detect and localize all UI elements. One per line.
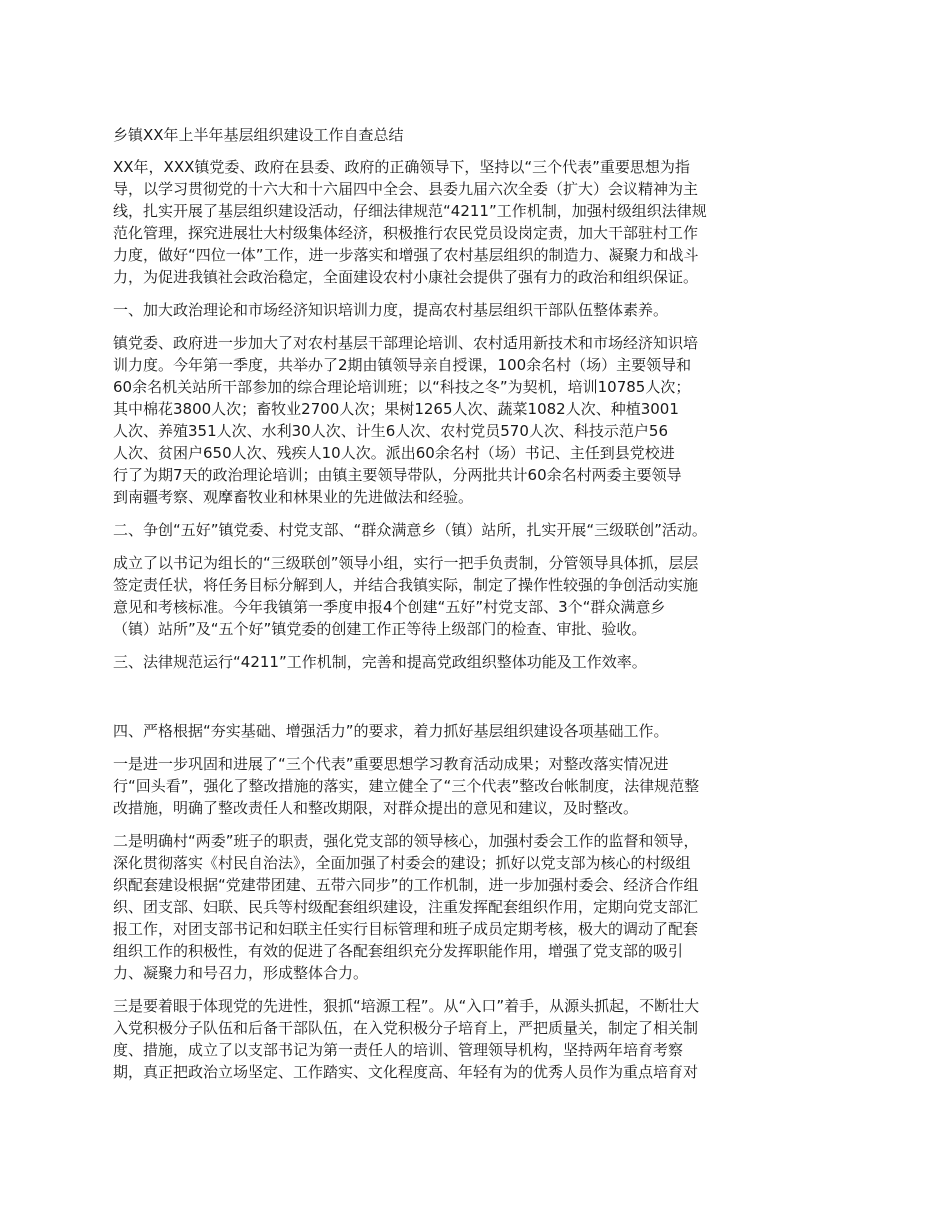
- text-line: 度、措施，成立了以支部书记为第一责任人的培训、管理领导机构，坚持两年培育考察: [113, 1041, 684, 1059]
- text-line: 入党积极分子队伍和后备干部队伍，在入党积极分子培育上，严把质量关，制定了相关制: [113, 1019, 699, 1037]
- section-4-item-3: [113, 995, 839, 1083]
- text-line: 行“回头看”，强化了整改措施的落实，建立健全了“三个代表”整改台帐制度，法律规范整: [113, 777, 700, 795]
- section-4-item-2: [113, 830, 839, 984]
- blank-space: [113, 684, 839, 720]
- text-line: 组织工作的积极性，有效的促进了各配套组织充分发挥职能作用，增强了党支部的吸引: [113, 942, 684, 960]
- text-line: 力、凝聚力和号召力，形成整体合力。: [113, 964, 369, 982]
- section-2-paragraph: [113, 552, 839, 640]
- section-4-heading: 四、严格根据“夯实基础、增强活力”的要求，着力抓好基层组织建设各项基础工作。: [113, 722, 669, 740]
- intro-paragraph: [113, 156, 839, 288]
- text-line: 改措施，明确了整改责任人和整改期限，对群众提出的意见和建议，及时整改。: [113, 799, 639, 817]
- text-line: 深化贯彻落实《村民自治法》，全面加强了村委会的建设；抓好以党支部为核心的村级组: [113, 854, 691, 872]
- text-line: 训力度。今年第一季度，共举办了2期由镇领导亲自授课，100余名村（场）主要领导和: [113, 356, 692, 374]
- text-line: 到南疆考察、观摩畜牧业和林果业的先进做法和经验。: [113, 488, 474, 506]
- document-title: 乡镇XX年上半年基层组织建设工作自查总结: [113, 126, 404, 144]
- text-line: 力度，做好“四位一体”工作，进一步落实和增强了农村基层组织的制造力、凝聚力和战斗: [113, 246, 699, 264]
- section-1-paragraph: [113, 332, 839, 508]
- text-line: 织配套建设根据“党建带团建、五带六同步”的工作机制，进一步加强村委会、经济合作组: [113, 876, 699, 894]
- text-line: 力，为促进我镇社会政治稳定，全面建设农村小康社会提供了强有力的政治和组织保证。: [113, 268, 699, 286]
- text-line: 签定责任状，将任务目标分解到人，并结合我镇实际，制定了操作性较强的争创活动实施: [113, 576, 699, 594]
- text-line: 人次、养殖351人次、水利30人次、计生6人次、农村党员570人次、科技示范户56: [113, 422, 668, 440]
- text-line: 一是进一步巩固和进展了“三个代表”重要思想学习教育活动成果；对整改落实情况进: [113, 755, 669, 773]
- section-3-heading: 三、法律规范运行“4211”工作机制，完善和提高党政组织整体功能及工作效率。: [113, 653, 647, 671]
- section-2-heading: 二、争创“五好”镇党委、村党支部、“群众满意乡（镇）站所，扎实开展“三级联创”活动。: [113, 521, 707, 539]
- text-line: 60余名机关站所干部参加的综合理论培训班；以“科技之冬”为契机，培训10785人次；: [113, 378, 691, 396]
- text-line: 织、团支部、妇联、民兵等村级配套组织建设，注重发挥配套组织作用，定期向党支部汇: [113, 898, 699, 916]
- document-page: [113, 124, 839, 1094]
- text-line: 成立了以书记为组长的“三级联创”领导小组，实行一把手负责制，分管领导具体抓，层层: [113, 554, 699, 572]
- text-line: 期，真正把政治立场坚定、工作踏实、文化程度高、年轻有为的优秀人员作为重点培育对: [113, 1063, 699, 1081]
- text-line: 人次、贫困户650人次、残疾人10人次。派出60余名村（场）书记、主任到县党校进: [113, 444, 675, 462]
- text-line: 镇党委、政府进一步加大了对农村基层干部理论培训、农村适用新技术和市场经济知识培: [113, 334, 699, 352]
- text-line: 报工作，对团支部书记和妇联主任实行目标管理和班子成员定期考核，极大的调动了配套: [113, 920, 699, 938]
- text-line: 范化管理，探究进展壮大村级集体经济，积极推行农民党员设岗定责，加大干部驻村工作: [113, 224, 699, 242]
- text-line: 意见和考核标准。今年我镇第一季度申报4个创建“五好”村党支部、3个“群众满意乡: [113, 598, 666, 616]
- section-1-heading: 一、加大政治理论和市场经济知识培训力度，提高农村基层组织干部队伍整体素养。: [113, 301, 669, 319]
- section-4-item-1: [113, 753, 839, 819]
- text-line: 其中棉花3800人次；畜牧业2700人次；果树1265人次、蔬菜1082人次、种植3001: [113, 400, 679, 418]
- text-line: 导，以学习贯彻党的十六大和十六届四中全会、县委九届六次全委（扩大）会议精神为主: [113, 180, 699, 198]
- text-line: XX年，XXX镇党委、政府在县委、政府的正确领导下，坚持以“三个代表”重要思想为指: [113, 158, 690, 176]
- text-line: 行了为期7天的政治理论培训；由镇主要领导带队，分两批共计60余名村两委主要领导: [113, 466, 682, 484]
- text-line: 三是要着眼于体现党的先进性，狠抓“培源工程”。从“入口”着手，从源头抓起，不断壮大: [113, 997, 700, 1015]
- text-line: 二是明确村“两委”班子的职责，强化党支部的领导核心，加强村委会工作的监督和领导，: [113, 832, 699, 850]
- text-line: 线，扎实开展了基层组织建设活动，仔细法律规范“4211”工作机制，加强村级组织法律规: [113, 202, 707, 220]
- text-line: （镇）站所”及“五个好”镇党委的创建工作正等待上级部门的检查、审批、验收。: [113, 620, 647, 638]
